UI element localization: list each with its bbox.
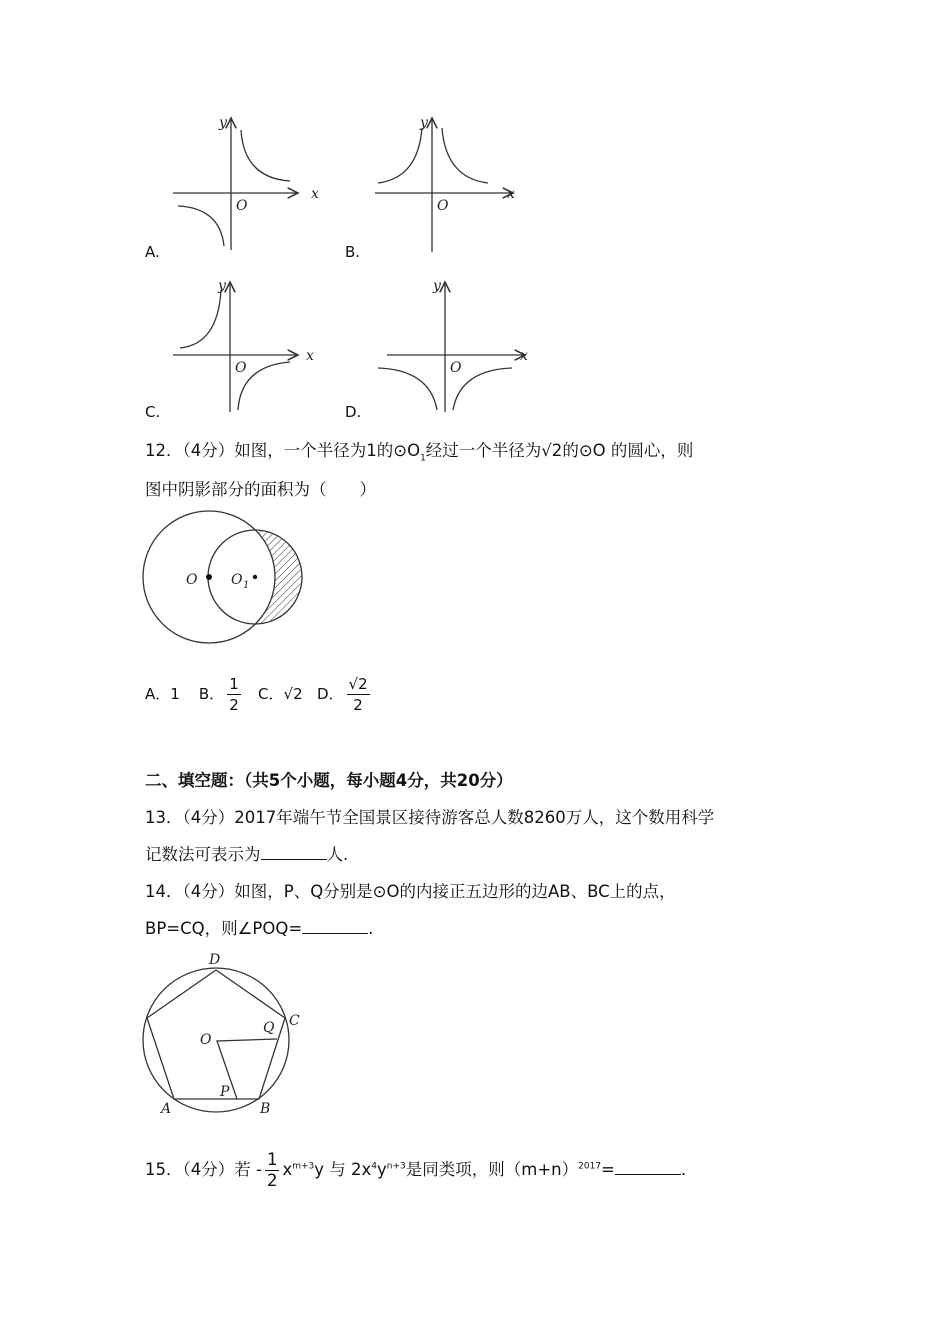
q14-line2: BP=CQ，则∠POQ= . xyxy=(145,919,374,938)
graph-d xyxy=(378,282,525,412)
axis-label: x xyxy=(520,348,528,364)
section-heading: 二、填空题：（共5个小题，每小题4分，共20分） xyxy=(145,771,513,790)
option-b: B. xyxy=(345,243,361,261)
point-label: A xyxy=(161,1101,172,1117)
answer-blank xyxy=(302,919,368,934)
axis-label: y xyxy=(219,115,227,131)
point-label: B xyxy=(260,1101,271,1117)
point-label: D xyxy=(209,952,221,968)
option-d: D. xyxy=(345,403,362,421)
q15-line: 15．（4分）若 - $\frac{1}{2}$ $x^{m+3}y$ 与 $2x^4y^{n+3}$是同类项，则$(m+n)^{2017}=$ . xyxy=(145,1150,687,1190)
axis-label: x xyxy=(311,186,319,202)
point-label: P xyxy=(220,1084,230,1100)
q12-line1: 12．（4分）如图，一个半径为1的$⊙O_1$经过一个半径为√2的⊙O 的圆心，则 xyxy=(145,441,694,464)
point-label: C xyxy=(289,1013,300,1029)
point-label: O xyxy=(200,1032,212,1048)
axis-label: O xyxy=(437,198,449,214)
circles-figure xyxy=(0,0,320,680)
point-label: 1 xyxy=(243,580,250,591)
answer-blank xyxy=(615,1160,681,1175)
point-label: O xyxy=(231,572,243,588)
axis-label: y xyxy=(420,115,428,131)
point-label: O xyxy=(186,572,198,588)
answer-blank xyxy=(261,845,327,860)
option-a: A. xyxy=(145,243,160,261)
axis-label: O xyxy=(450,360,462,376)
point-label: Q xyxy=(263,1020,275,1036)
axis-label: y xyxy=(433,278,441,294)
axis-label: O xyxy=(235,360,247,376)
graph-b xyxy=(375,118,513,252)
q13-line2: 记数法可表示为 人. xyxy=(145,845,349,864)
q14-line1: 14．（4分）如图，P、Q分别是⊙O的内接正五边形的边AB、BC上的点， xyxy=(145,882,676,901)
axis-label: y xyxy=(218,278,226,294)
axis-label: x xyxy=(306,348,314,364)
q13-line1: 13．（4分）2017年端午节全国景区接待游客总人数8260万人，这个数用科学 xyxy=(145,808,715,827)
pentagon-figure xyxy=(143,968,289,1112)
graph-c xyxy=(173,282,298,412)
q12-line2: 图中阴影部分的面积为（ ） xyxy=(145,480,376,499)
axis-label: x xyxy=(507,186,515,202)
axis-label: O xyxy=(236,198,248,214)
graph-a xyxy=(173,118,298,250)
option-c: C. xyxy=(145,403,161,421)
q12-options: A．1 B． $\frac{1}{2}$ C．√2 D． $\frac{√2}{2}$ xyxy=(145,675,368,714)
